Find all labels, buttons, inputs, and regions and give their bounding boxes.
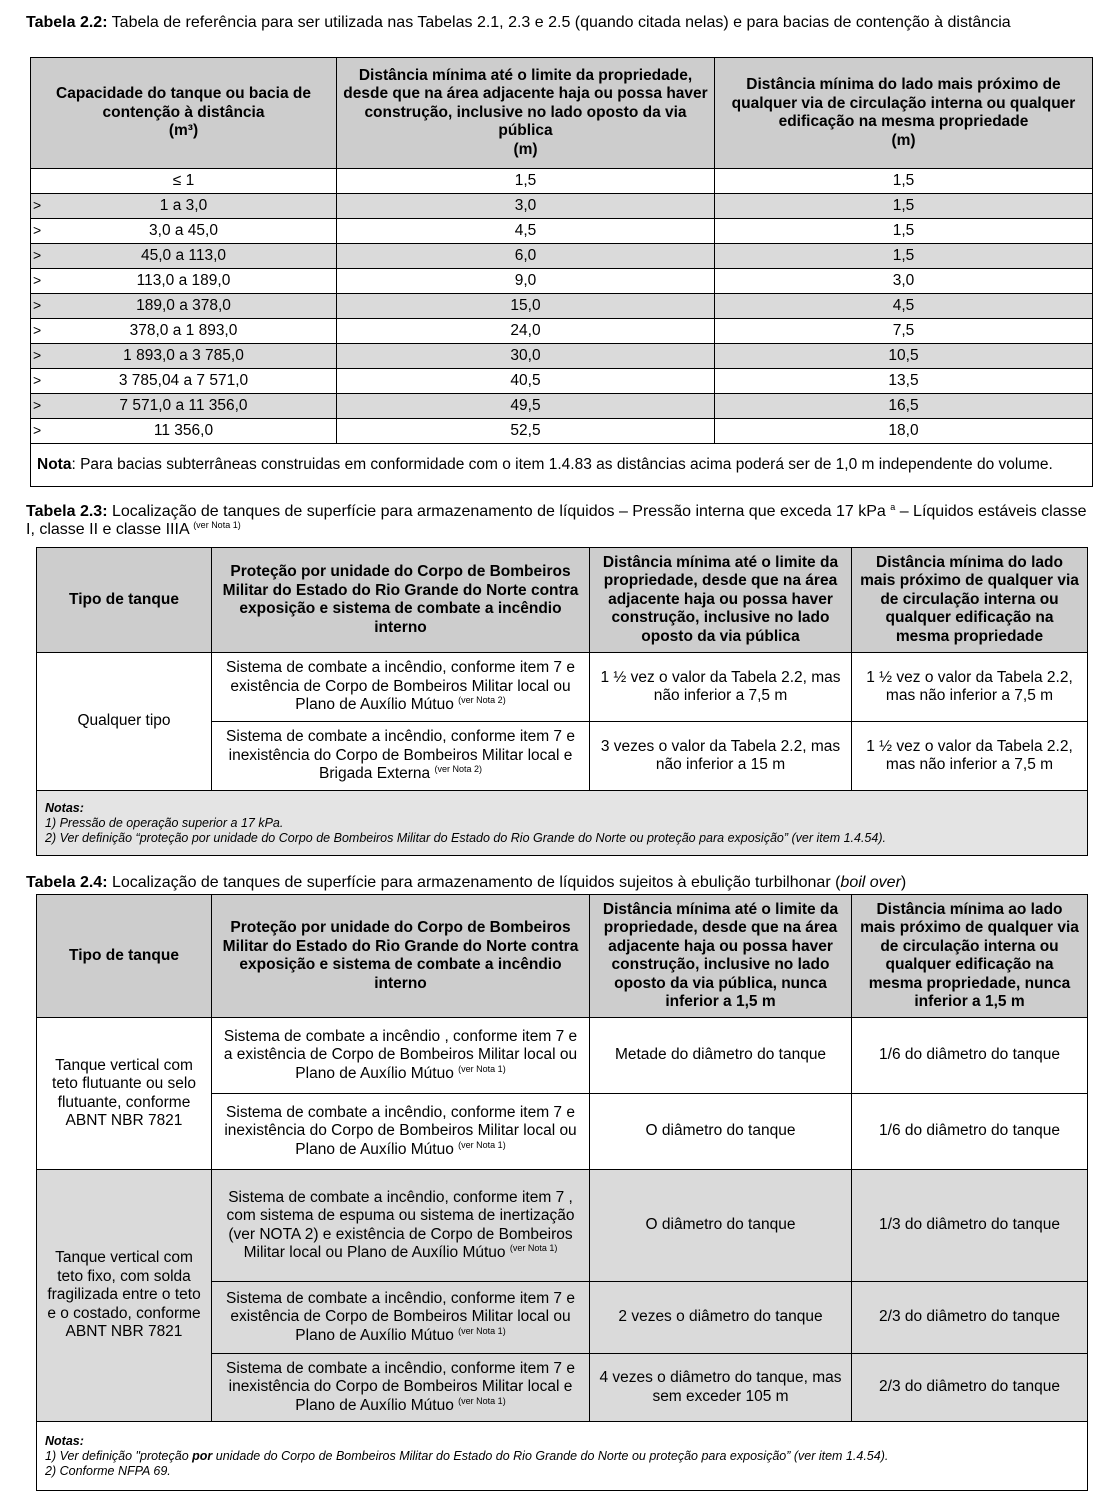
distance-property-cell: 24,0 [337,319,715,344]
table-notes: Notas: 1) Pressão de operação superior a 17 kPa. 2) Ver definição “proteção por unidade do Corpo de Bombeiros Militar do Estado do Rio Grande do Norte ou proteção para exposição” (ver item 1.4.54). [37,791,1088,856]
table-2-3 [36,547,1088,856]
protecao-cell: Sistema de combate a incêndio, conforme item 7 e inexistência do Corpo de Bombeiros Militar local e Brigada Externa $^{(ver Nota 2)}$ [212,722,590,791]
table-row [31,219,1093,244]
distance-cell: O diâmetro do tanque [590,1094,852,1170]
header-distance-property: Distância mínima até o limite da propriedade, desde que na área adjacente haja ou possa haver construção, inclusive no lado oposto da via pública (m) [337,58,715,169]
distance-cell: 2/3 do diâmetro do tanque [852,1282,1088,1354]
table-2-4-caption: Tabela 2.4: Localização de tanques de superfície para armazenamento de líquidos sujeitos à ebulição turbilhonar (boil over) [26,874,907,891]
protecao-cell: Sistema de combate a incêndio, conforme item 7 , com sistema de espuma ou sistema de inertização (ver NOTA 2) e existência de Corpo de Bombeiros Militar local ou Plano de Auxílio Mútuo $^{(ver Nota 1)}$ [212,1170,590,1282]
header-tipo: Tipo de tanque [37,895,212,1018]
distance-internal-cell: 7,5 [715,319,1093,344]
distance-internal-cell: 1,5 [715,244,1093,269]
distance-internal-cell: 3,0 [715,269,1093,294]
protecao-cell: Sistema de combate a incêndio, conforme item 7 e inexistência do Corpo de Bombeiros Militar local e Plano de Auxílio Mútuo $^{(ver Nota 1)}$ [212,1354,590,1422]
header-capacity: Capacidade do tanque ou bacia de contenção à distância (m³) [31,58,337,169]
table-row [31,194,1093,219]
distance-cell: 1 ½ vez o valor da Tabela 2.2, mas não inferior a 7,5 m [852,722,1088,791]
capacity-cell [31,419,337,444]
capacity-value: 7 571,0 a 11 356,0 [119,396,248,414]
protecao-cell: Sistema de combate a incêndio, conforme item 7 e inexistência do Corpo de Bombeiros Militar local ou Plano de Auxílio Mútuo $^{(ver Nota 1)}$ [212,1094,590,1170]
header-distance-property: Distância mínima até o limite da propriedade, desde que na área adjacente haja ou possa haver construção, inclusive no lado oposto da via pública [590,548,852,653]
protecao-cell: Sistema de combate a incêndio , conforme item 7 e a existência de Corpo de Bombeiros Militar local ou Plano de Auxílio Mútuo $^{(ver Nota 1)}$ [212,1018,590,1094]
greater-than-symbol: > [33,272,42,288]
distance-internal-cell: 1,5 [715,169,1093,194]
capacity-value: 11 356,0 [153,421,214,439]
table-row [31,319,1093,344]
distance-internal-cell: 16,5 [715,394,1093,419]
distance-cell: O diâmetro do tanque [590,1170,852,1282]
greater-than-symbol: > [33,347,42,363]
distance-property-cell: 4,5 [337,219,715,244]
capacity-cell [31,244,337,269]
capacity-cell [31,344,337,369]
table-row [31,369,1093,394]
tipo-cell: Tanque vertical com teto fixo, com solda fragilizada entre o teto e o costado, conforme ABNT NBR 7821 [37,1170,212,1422]
caption-text: Tabela de referência para ser utilizada nas Tabelas 2.1, 2.3 e 2.5 (quando citada nelas) e para bacias de contenção à distância [107,14,1011,31]
table-2-2 [30,57,1093,487]
distance-cell: 1/6 do diâmetro do tanque [852,1018,1088,1094]
distance-property-cell: 6,0 [337,244,715,269]
table-row [31,244,1093,269]
distance-property-cell: 40,5 [337,369,715,394]
capacity-cell [31,194,337,219]
distance-internal-cell: 10,5 [715,344,1093,369]
table-row [31,394,1093,419]
table-row [31,269,1093,294]
greater-than-symbol: > [33,222,42,238]
table-row [31,294,1093,319]
distance-cell: 1 ½ vez o valor da Tabela 2.2, mas não inferior a 7,5 m [590,653,852,722]
caption-label: Tabela 2.4: [26,874,108,891]
distance-cell: 2 vezes o diâmetro do tanque [590,1282,852,1354]
distance-cell: 4 vezes o diâmetro do tanque, mas sem exceder 105 m [590,1354,852,1422]
distance-internal-cell: 4,5 [715,294,1093,319]
capacity-cell [31,219,337,244]
capacity-cell [31,294,337,319]
distance-property-cell: 49,5 [337,394,715,419]
tipo-cell: Qualquer tipo [37,653,212,791]
distance-cell: 2/3 do diâmetro do tanque [852,1354,1088,1422]
capacity-cell [31,319,337,344]
header-tipo: Tipo de tanque [37,548,212,653]
distance-cell: 1 ½ vez o valor da Tabela 2.2, mas não inferior a 7,5 m [852,653,1088,722]
distance-property-cell: 9,0 [337,269,715,294]
table-row [31,344,1093,369]
table-row [31,169,1093,194]
distance-property-cell: 30,0 [337,344,715,369]
table-row [31,419,1093,444]
capacity-value: 189,0 a 378,0 [136,296,231,314]
table-2-2-caption [26,14,1096,32]
capacity-cell [31,169,337,194]
header-protecao: Proteção por unidade do Corpo de Bombeiros Militar do Estado do Rio Grande do Norte contra exposição e sistema de combate a incêndio interno [212,895,590,1018]
greater-than-symbol: > [33,197,42,213]
greater-than-symbol: > [33,322,42,338]
protecao-cell: Sistema de combate a incêndio, conforme item 7 e existência de Corpo de Bombeiros Militar local ou Plano de Auxílio Mútuo $^{(ver Nota 2)}$ [212,653,590,722]
capacity-cell [31,369,337,394]
distance-internal-cell: 1,5 [715,219,1093,244]
greater-than-symbol: > [33,297,42,313]
capacity-value: 45,0 a 113,0 [140,246,227,264]
tipo-cell: Tanque vertical com teto flutuante ou selo flutuante, conforme ABNT NBR 7821 [37,1018,212,1170]
table-2-4 [36,894,1088,1491]
table-note: Nota: Para bacias subterrâneas construidas em conformidade com o item 1.4.83 as distâncias acima poderá ser de 1,0 m independente do volume. [31,444,1093,487]
header-distance-property: Distância mínima até o limite da propriedade, desde que na área adjacente haja ou possa haver construção, inclusive no lado oposto da via pública, nunca inferior a 1,5 m [590,895,852,1018]
caption-label: Tabela 2.3: [26,503,108,520]
header-distance-internal: Distância mínima do lado mais próximo de qualquer via de circulação interna ou qualquer edificação na mesma propriedade (m) [715,58,1093,169]
capacity-cell [31,394,337,419]
greater-than-symbol: > [33,422,42,438]
greater-than-symbol: > [33,372,42,388]
capacity-value: 113,0 a 189,0 [136,271,231,289]
distance-cell: 3 vezes o valor da Tabela 2.2, mas não inferior a 15 m [590,722,852,791]
distance-cell: 1/6 do diâmetro do tanque [852,1094,1088,1170]
caption-label: Tabela 2.2: [26,14,108,31]
distance-property-cell: 3,0 [337,194,715,219]
protecao-cell: Sistema de combate a incêndio, conforme item 7 e existência de Corpo de Bombeiros Militar local ou Plano de Auxílio Mútuo $^{(ver Nota 1)}$ [212,1282,590,1354]
header-protecao: Proteção por unidade do Corpo de Bombeiros Militar do Estado do Rio Grande do Norte contra exposição e sistema de combate a incêndio interno [212,548,590,653]
capacity-value: 3,0 a 45,0 [149,221,218,239]
greater-than-symbol: > [33,397,42,413]
capacity-value: 3 785,04 a 7 571,0 [118,371,249,389]
header-distance-internal: Distância mínima do lado mais próximo de qualquer via de circulação interna ou qualquer edificação na mesma propriedade [852,548,1088,653]
distance-cell: Metade do diâmetro do tanque [590,1018,852,1094]
distance-cell: 1/3 do diâmetro do tanque [852,1170,1088,1282]
distance-property-cell: 52,5 [337,419,715,444]
greater-than-symbol: > [33,247,42,263]
table-notes: Notas: 1) Ver definição "proteção por unidade do Corpo de Bombeiros Militar do Estado do Rio Grande do Norte ou proteção para exposição” (ver item 1.4.54). 2) Conforme NFPA 69. [37,1422,1088,1491]
distance-property-cell: 15,0 [337,294,715,319]
capacity-value: 1 a 3,0 [159,196,208,214]
distance-internal-cell: 1,5 [715,194,1093,219]
capacity-value: ≤ 1 [172,171,195,189]
capacity-cell [31,269,337,294]
table-2-3-caption: Tabela 2.3: Localização de tanques de superfície para armazenamento de líquidos – Pressão interna que exceda 17 kPa $^a$ – Líquidos estáveis classe I, classe II e classe IIIA $^{(ver Nota 1)}$ [26,502,1087,538]
capacity-value: 1 893,0 a 3 785,0 [123,346,244,364]
header-distance-internal: Distância mínima ao lado mais próximo de qualquer via de circulação interna ou qualquer edificação na mesma propriedade, nunca inferior a 1,5 m [852,895,1088,1018]
distance-property-cell: 1,5 [337,169,715,194]
distance-internal-cell: 13,5 [715,369,1093,394]
distance-internal-cell: 18,0 [715,419,1093,444]
capacity-value: 378,0 a 1 893,0 [129,321,238,339]
